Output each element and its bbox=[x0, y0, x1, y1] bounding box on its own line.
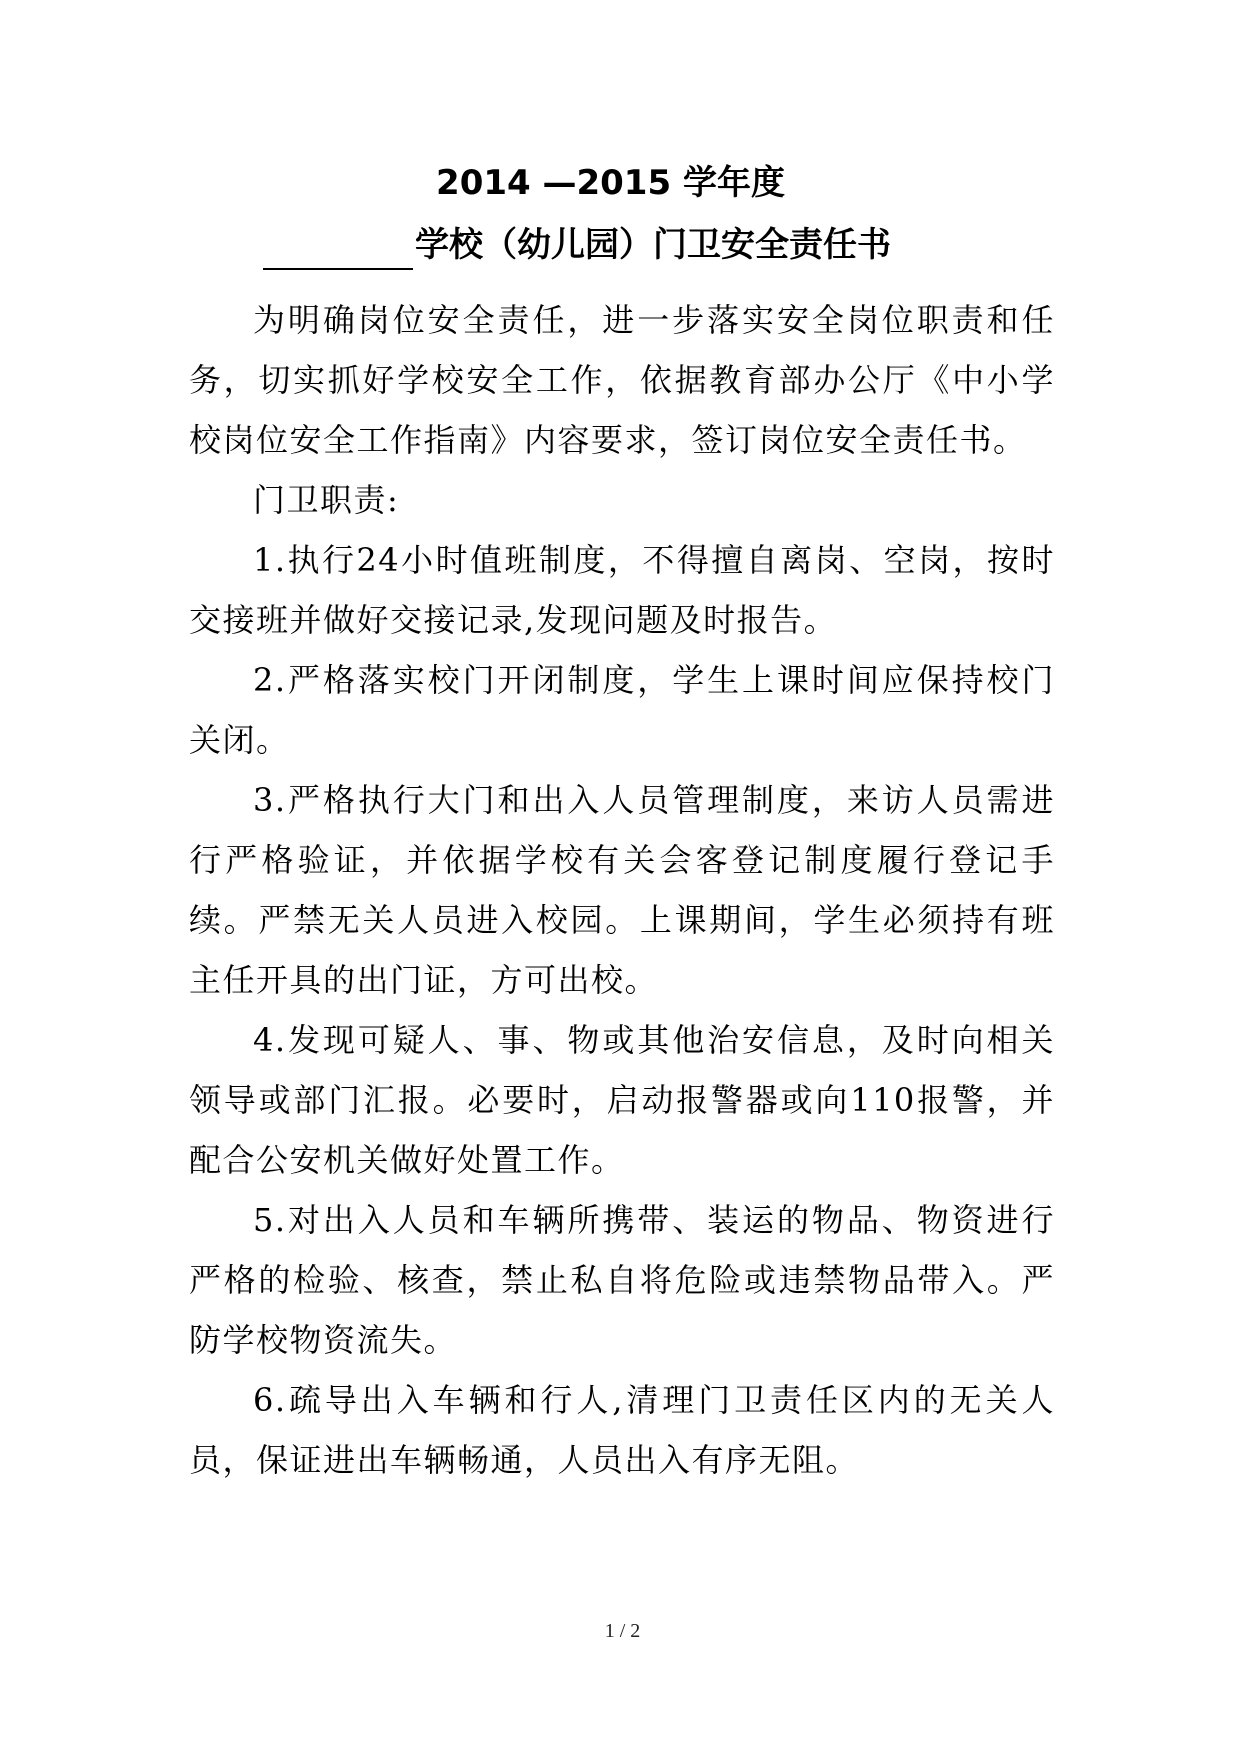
duty-item-4: 4.发现可疑人、事、物或其他治安信息，及时向相关领导或部门汇报。必要时，启动报警器或向110报警，并配合公安机关做好处置工作。 bbox=[189, 1021, 1055, 1179]
document-title-year: 2014 —2015 学年度 bbox=[436, 163, 785, 203]
duty-item-2: 2.严格落实校门开闭制度，学生上课时间应保持校门关闭。 bbox=[189, 661, 1055, 759]
duty-item-1: 1.执行24小时值班制度，不得擅自离岗、空岗，按时交接班并做好交接记录,发现问题及时报告。 bbox=[189, 541, 1055, 639]
duty-item-3: 3.严格执行大门和出入人员管理制度，来访人员需进行严格验证，并依据学校有关会客登记制度履行登记手续。严禁无关人员进入校园。上课期间，学生必须持有班主任开具的出门证，方可出校。 bbox=[189, 781, 1055, 999]
duty-item-5: 5.对出入人员和车辆所携带、装运的物品、物资进行严格的检验、核查，禁止私自将危险或违禁物品带入。严防学校物资流失。 bbox=[189, 1201, 1055, 1359]
duty-item-6: 6.疏导出入车辆和行人,清理门卫责任区内的无关人员，保证进出车辆畅通，人员出入有序无阻。 bbox=[189, 1381, 1055, 1479]
document-title bbox=[263, 220, 891, 270]
intro-paragraph: 为明确岗位安全责任，进一步落实安全岗位职责和任务，切实抓好学校安全工作，依据教育部办公厅《中小学校岗位安全工作指南》内容要求，签订岗位安全责任书。 bbox=[189, 301, 1055, 459]
school-name-blank bbox=[263, 230, 413, 270]
section-heading: 门卫职责: bbox=[253, 481, 400, 519]
document-title-text: 学校（幼儿园）门卫安全责任书 bbox=[415, 225, 891, 265]
page-number: 1 / 2 bbox=[604, 1620, 641, 1642]
document-body bbox=[189, 290, 1055, 1490]
